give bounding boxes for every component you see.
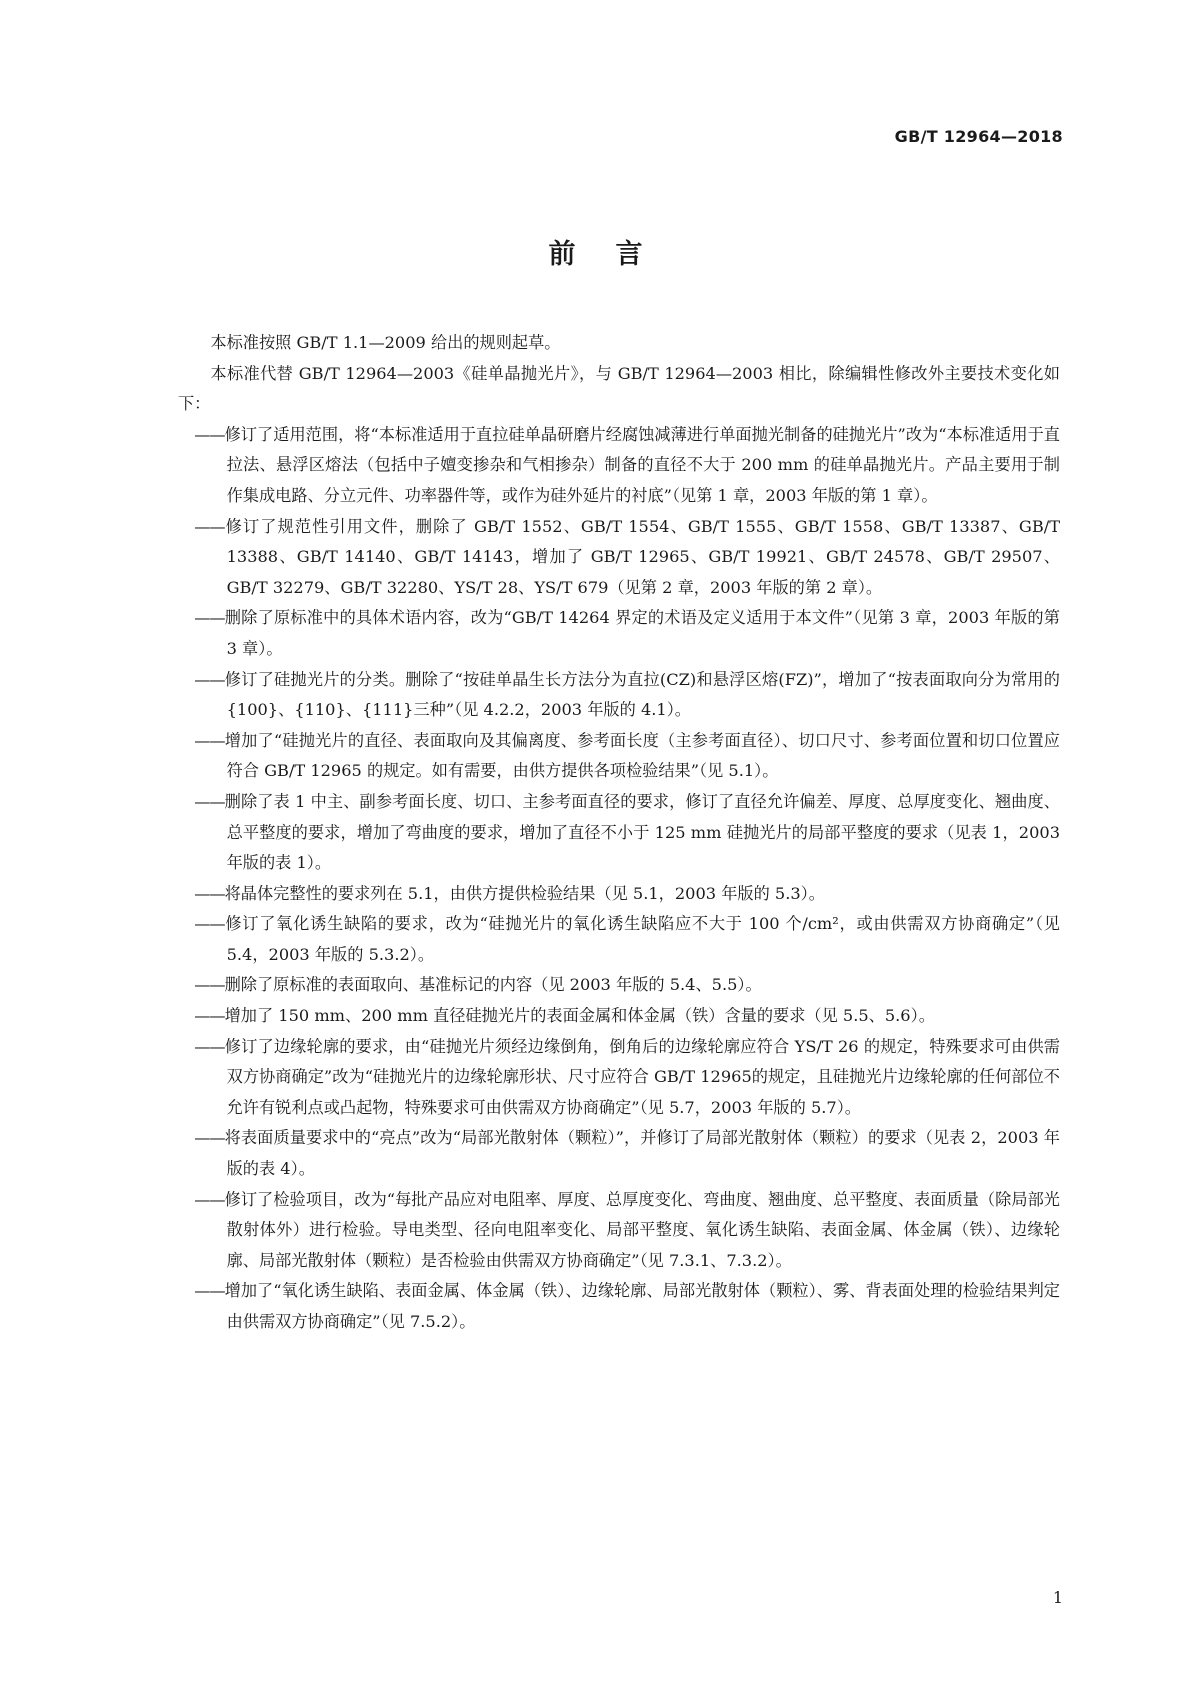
intro-paragraph: 本标准代替 GB/T 12964—2003《硅单晶抛光片》，与 GB/T 12964—2003 相比，除编辑性修改外主要技术变化如下： xyxy=(178,363,1060,414)
change-item xyxy=(178,1001,1060,1032)
change-text: 将晶体完整性的要求列在 5.1，由供方提供检验结果（见 5.1，2003 年版的 5.3）。 xyxy=(224,883,825,903)
change-text: 修订了氧化诱生缺陷的要求，改为“硅抛光片的氧化诱生缺陷应不大于 100 个/cm²，或由供需双方协商确定”（见 5.4，2003 年版的 5.3.2）。 xyxy=(224,914,1060,964)
change-item xyxy=(178,1185,1060,1277)
change-item xyxy=(178,512,1060,604)
change-item xyxy=(178,1123,1060,1184)
change-item xyxy=(178,970,1060,1001)
change-text: 修订了检验项目，改为“每批产品应对电阻率、厚度、总厚度变化、弯曲度、翘曲度、总平整度、表面质量（除局部光散射体外）进行检验。导电类型、径向电阻率变化、局部平整度、氧化诱生缺陷、表面金属、体金属（铁）、边缘轮廓、局部光散射体（颗粒）是否检验由供需双方协商确定”（见 7.3.1、7.3.2）。 xyxy=(224,1189,1060,1270)
change-item xyxy=(178,603,1060,664)
change-text: 修订了适用范围，将“本标准适用于直拉硅单晶研磨片经腐蚀减薄进行单面抛光制备的硅抛光片”改为“本标准适用于直拉法、悬浮区熔法（包括中子嬗变掺杂和气相掺杂）制备的直径不大于 200 mm 的硅单晶抛光片。产品主要用于制作集成电路、分立元件、功率器件等，或作为硅外延片的衬底”（见第 1 章，2003 年版的第 1 章）。 xyxy=(224,424,1060,505)
change-item xyxy=(178,787,1060,879)
change-text: 修订了硅抛光片的分类。删除了“按硅单晶生长方法分为直拉(CZ)和悬浮区熔(FZ)”，增加了“按表面取向分为常用的{100}、{110}、{111}三种”（见 4.2.2，2003 年版的 4.1）。 xyxy=(224,669,1060,720)
change-text: 修订了边缘轮廓的要求，由“硅抛光片须经边缘倒角，倒角后的边缘轮廓应符合 YS/T 26 的规定，特殊要求可由供需双方协商确定”改为“硅抛光片的边缘轮廓形状、尺寸应符合 GB/T 12965的规定，且硅抛光片边缘轮廓的任何部位不允许有锐利点或凸起物，特殊要求可由供需双方协商确定”（见 5.7，2003 年版的 5.7）。 xyxy=(224,1036,1060,1117)
change-text: 修订了规范性引用文件，删除了 GB/T 1552、GB/T 1554、GB/T 1555、GB/T 1558、GB/T 13387、GB/T 13388、GB/T 14140、GB/T 14143，增加了 GB/T 12965、GB/T 19921、GB/T 24578、GB/T 29507、GB/T 32279、GB/T 32280、YS/T 28、YS/T 679（见第 2 章，2003 年版的第 2 章）。 xyxy=(224,516,1060,597)
change-text: 增加了 150 mm、200 mm 直径硅抛光片的表面金属和体金属（铁）含量的要求（见 5.5、5.6）。 xyxy=(224,1006,935,1026)
change-text: 增加了“氧化诱生缺陷、表面金属、体金属（铁）、边缘轮廓、局部光散射体（颗粒）、雾、背表面处理的检验结果判定由供需双方协商确定”（见 7.5.2）。 xyxy=(224,1281,1060,1331)
change-item xyxy=(178,726,1060,787)
page-number: 1 xyxy=(1052,1588,1063,1607)
document-body xyxy=(178,328,1060,1338)
change-text: 删除了原标准中的具体术语内容，改为“GB/T 14264 界定的术语及定义适用于本文件”（见第 3 章，2003 年版的第 3 章）。 xyxy=(224,608,1060,658)
change-text: 删除了表 1 中主、副参考面长度、切口、主参考面直径的要求，修订了直径允许偏差、厚度、总厚度变化、翘曲度、总平整度的要求，增加了弯曲度的要求，增加了直径不小于 125 mm 硅抛光片的局部平整度的要求（见表 1，2003 年版的表 1）。 xyxy=(224,791,1060,873)
change-item xyxy=(178,420,1060,512)
intro-paragraph: 本标准按照 GB/T 1.1—2009 给出的规则起草。 xyxy=(210,333,561,352)
change-item xyxy=(178,909,1060,970)
standard-code: GB/T 12964—2018 xyxy=(894,127,1063,146)
change-text: 增加了“硅抛光片的直径、表面取向及其偏离度、参考面长度（主参考面直径）、切口尺寸、参考面位置和切口位置应符合 GB/T 12965 的规定。如有需要，由供方提供各项检验结果”（见 5.1）。 xyxy=(224,730,1060,781)
change-text: 将表面质量要求中的“亮点”改为“局部光散射体（颗粒）”，并修订了局部光散射体（颗粒）的要求（见表 2，2003 年版的表 4）。 xyxy=(224,1128,1060,1179)
changes-list xyxy=(178,420,1060,1338)
page-title: 前言 xyxy=(548,239,683,270)
change-item xyxy=(178,665,1060,726)
change-item xyxy=(178,879,1060,910)
change-item xyxy=(178,1276,1060,1337)
change-text: 删除了原标准的表面取向、基准标记的内容（见 2003 年版的 5.4、5.5）。 xyxy=(224,975,762,995)
change-item xyxy=(178,1032,1060,1124)
